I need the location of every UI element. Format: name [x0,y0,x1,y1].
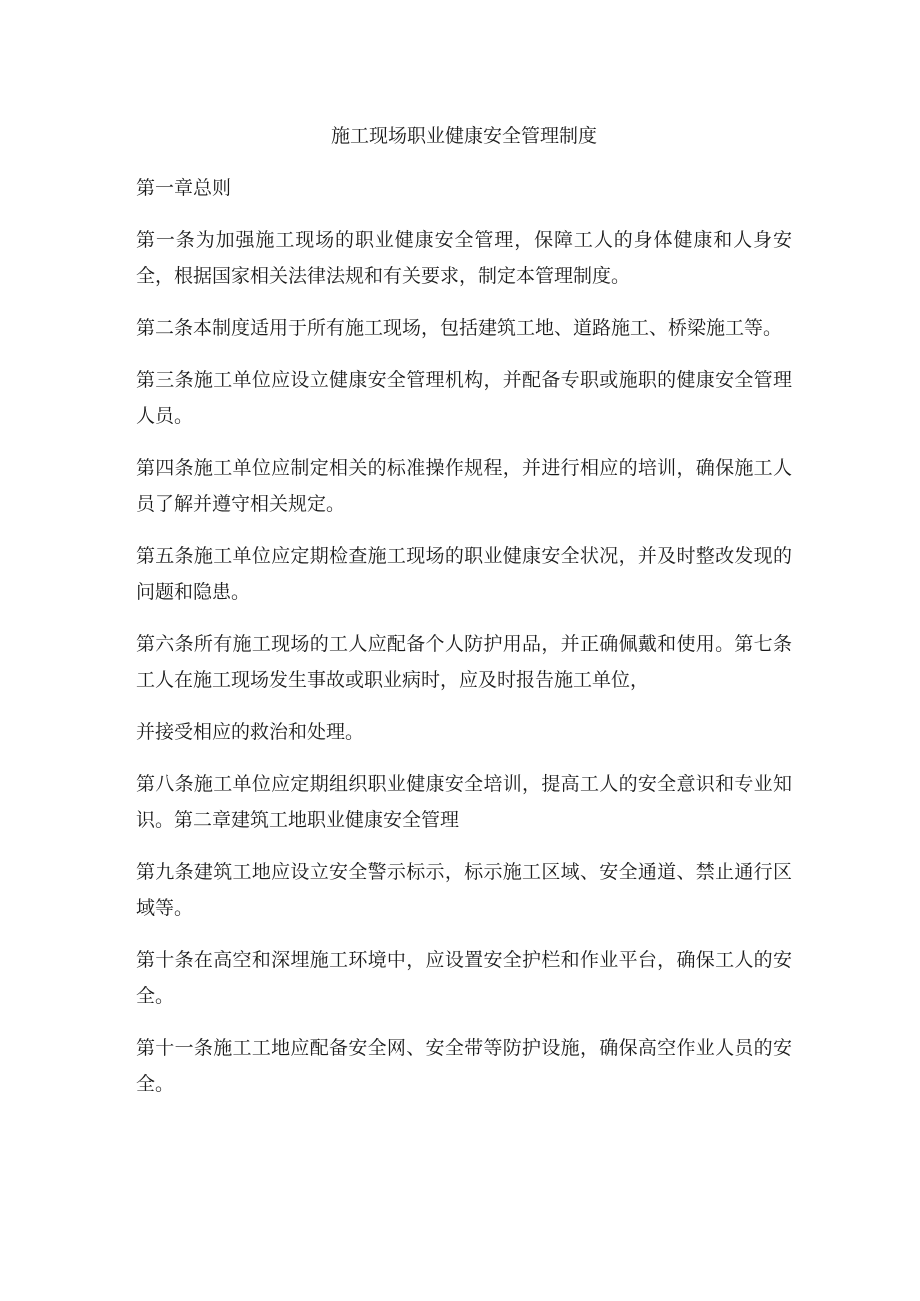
paragraph: 第二条本制度适用于所有施工现场，包括建筑工地、道路施工、桥梁施工等。 [136,317,783,339]
document-title: 施工现场职业健康安全管理制度 [330,125,597,147]
paragraph: 并接受相应的救治和处理。 [136,721,365,743]
paragraph: 第五条施工单位应定期检查施工现场的职业健康安全状况，并及时整改发现的问题和隐患。 [136,545,792,603]
paragraph: 第一条为加强施工现场的职业健康安全管理，保障工人的身体健康和人身安全，根据国家相关法律法规和有关要求，制定本管理制度。 [136,229,792,287]
chapter-heading: 第一章总则 [136,177,232,199]
paragraph: 第十一条施工工地应配备安全网、安全带等防护设施，确保高空作业人员的安全。 [136,1037,792,1095]
paragraph: 第十条在高空和深埋施工环境中，应设置安全护栏和作业平台，确保工人的安全。 [136,949,792,1007]
paragraph: 第六条所有施工现场的工人应配备个人防护用品，并正确佩戴和使用。第七条工人在施工现场发生事故或职业病时，应及时报告施工单位， [136,633,792,691]
paragraph: 第四条施工单位应制定相关的标准操作规程，并进行相应的培训，确保施工人员了解并遵守相关规定。 [136,457,792,515]
paragraph: 第九条建筑工地应设立安全警示标示，标示施工区域、安全通道、禁止通行区域等。 [136,861,792,919]
paragraph: 第三条施工单位应设立健康安全管理机构，并配备专职或施职的健康安全管理人员。 [136,369,792,427]
document-body [136,118,792,1118]
paragraph: 第八条施工单位应定期组织职业健康安全培训，提高工人的安全意识和专业知识。第二章建筑工地职业健康安全管理 [136,773,792,831]
